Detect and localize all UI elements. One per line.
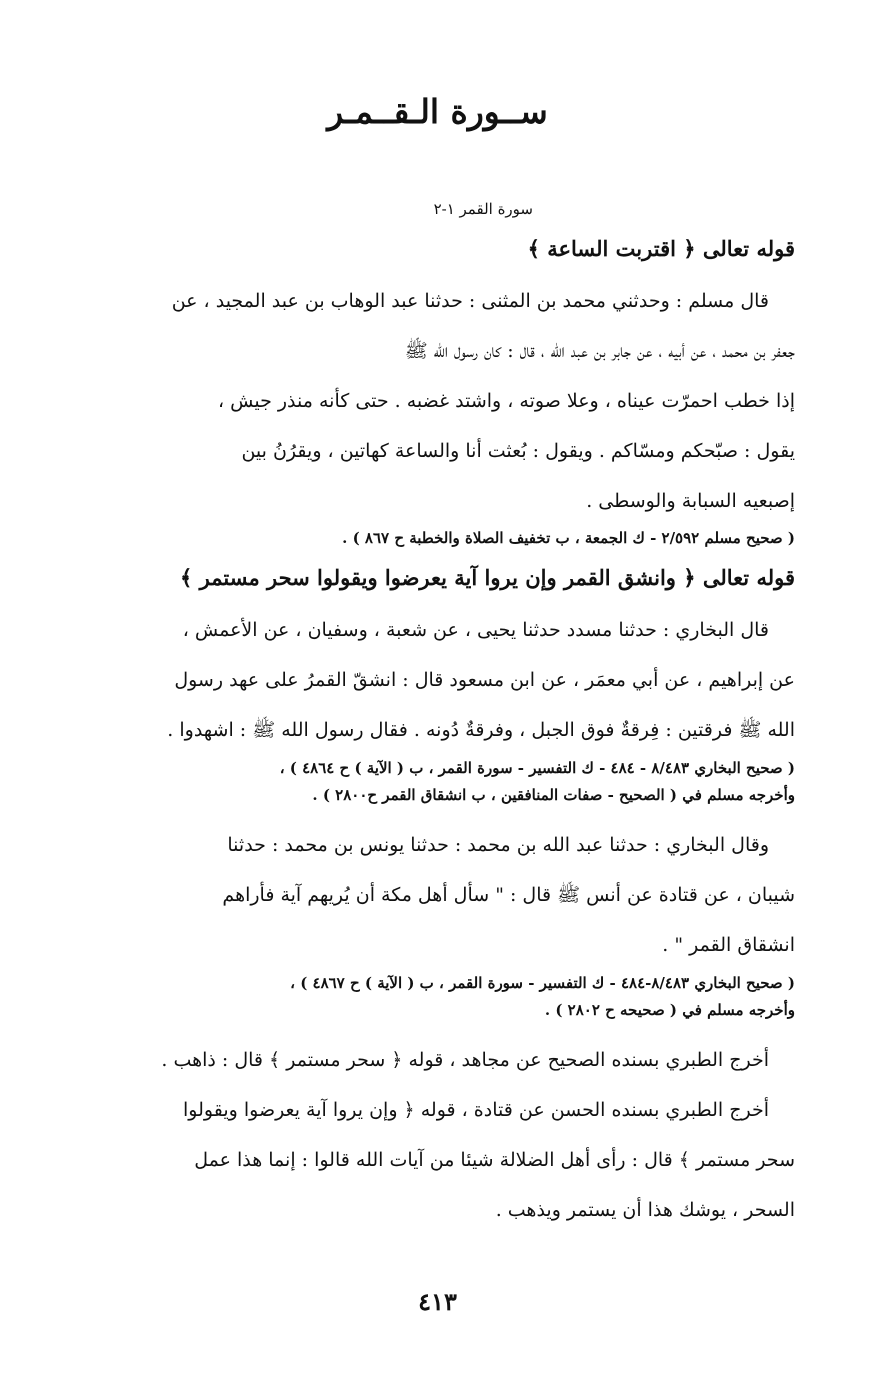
page-number: ٤١٣ bbox=[418, 1287, 457, 1316]
hadith-paragraph-1 bbox=[80, 276, 795, 526]
tafsir-paragraph-1 bbox=[80, 1035, 795, 1085]
source-citation-1 bbox=[80, 525, 795, 552]
citation-line: ( صحيح البخاري ٨/٤٨٣-٤٨٤ - ك التفسير - سورة القمر ، ب ( الآية ) ح ٤٨٦٧ ) ، bbox=[290, 974, 795, 992]
text-line: إصبعيه السبابة والوسطى . bbox=[586, 490, 795, 512]
text-line: سحر مستمر ﴾ قال : رأى أهل الضلالة شيئا من آيات الله قالوا : إنما هذا عمل bbox=[194, 1149, 795, 1171]
text-line: قال البخاري : حدثنا مسدد حدثنا يحيى ، عن شعبة ، وسفيان ، عن الأعمش ، bbox=[182, 619, 769, 641]
hadith-paragraph-3 bbox=[80, 820, 795, 970]
source-citation-3 bbox=[80, 970, 795, 1024]
text-line: السحر ، يوشك هذا أن يستمر ويذهب . bbox=[495, 1199, 795, 1221]
text-line: جعفر بن محمد ، عن أبيه ، عن جابر بن عبد الله ، قال : كان رسول الله ﷺ bbox=[404, 340, 795, 362]
citation-line: ( صحيح مسلم ٢/٥٩٢ - ك الجمعة ، ب تخفيف الصلاة والخطبة ح ٨٦٧ ) . bbox=[342, 529, 795, 547]
text-line: قال مسلم : وحدثني محمد بن المثنى : حدثنا عبد الوهاب بن عبد المجيد ، عن bbox=[171, 290, 769, 312]
citation-line: وأخرجه مسلم في ( الصحيح - صفات المنافقين ، ب انشقاق القمر ح٢٨٠٠ ) . bbox=[312, 786, 795, 804]
text-line: شيبان ، عن قتادة عن أنس ﷺ قال : " سأل أهل مكة أن يُريهم آية فأراهم bbox=[222, 884, 795, 906]
section-heading-1: قوله تعالى ﴿ اقتربت الساعة ﴾ bbox=[527, 236, 795, 261]
text-line: يقول : صبّحكم ومسّاكم . ويقول : بُعثت أنا والساعة كهاتين ، ويقرُنُ بين bbox=[241, 440, 795, 462]
text-line: أخرج الطبري بسنده الصحيح عن مجاهد ، قوله ﴿ سحر مستمر ﴾ قال : ذاهب . bbox=[161, 1049, 769, 1071]
verse-reference: سورة القمر ١-٢ bbox=[433, 200, 533, 218]
hadith-paragraph-2 bbox=[80, 605, 795, 755]
citation-line: وأخرجه مسلم في ( صحيحه ح ٢٨٠٢ ) . bbox=[544, 1001, 795, 1019]
citation-line: ( صحيح البخاري ٨/٤٨٣ - ٤٨٤ - ك التفسير - سورة القمر ، ب ( الآية ) ح ٤٨٦٤ ) ، bbox=[279, 759, 795, 777]
text-line: وقال البخاري : حدثنا عبد الله بن محمد : حدثنا يونس بن محمد : حدثنا bbox=[227, 834, 769, 856]
text-line: انشقاق القمر " . bbox=[662, 934, 795, 956]
section-heading-2: قوله تعالى ﴿ وانشق القمر وإن يروا آية يعرضوا ويقولوا سحر مستمر ﴾ bbox=[180, 565, 795, 590]
text-line: أخرج الطبري بسنده الحسن عن قتادة ، قوله ﴿ وإن يروا آية يعرضوا ويقولوا bbox=[183, 1099, 769, 1121]
text-line: الله ﷺ فرقتين : فِرقةٌ فوق الجبل ، وفرقةٌ دُونه . فقال رسول الله ﷺ : اشهدوا . bbox=[167, 719, 795, 741]
text-line: عن إبراهيم ، عن أبي معمَر ، عن ابن مسعود قال : انشقّ القمرُ على عهد رسول bbox=[174, 669, 795, 691]
text-line: إذا خطب احمرّت عيناه ، وعلا صوته ، واشتد غضبه . حتى كأنه منذر جيش ، bbox=[217, 390, 795, 412]
source-citation-2 bbox=[80, 755, 795, 809]
tafsir-paragraph-2 bbox=[80, 1085, 795, 1235]
page-title: ســورة الـقــمـر bbox=[327, 92, 548, 131]
